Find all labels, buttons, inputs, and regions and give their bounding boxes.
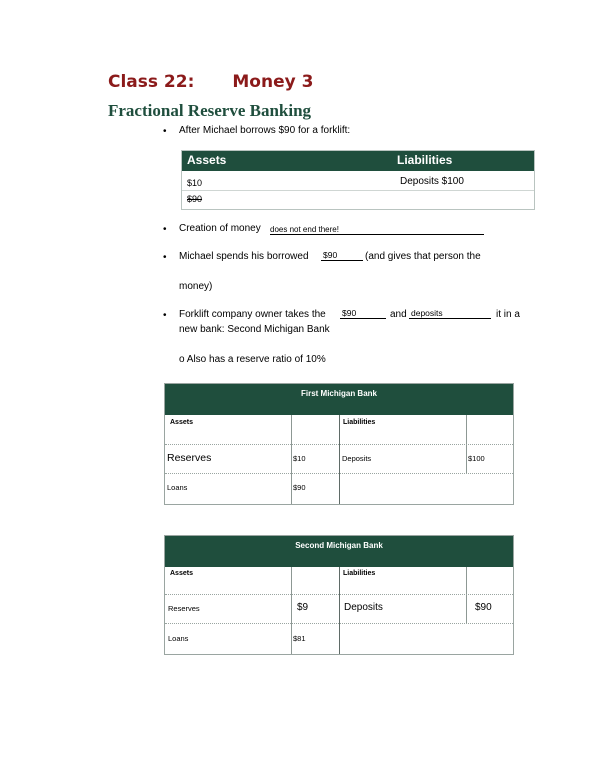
bullet-text-spends-cont: money)	[179, 281, 213, 292]
row-divider	[165, 623, 513, 624]
column-divider	[291, 415, 292, 504]
first-bank-loans-value: $90	[293, 483, 306, 492]
bullet-text-borrow: After Michael borrows $90 for a forklift:	[179, 125, 351, 136]
first-bank-reserves-label: Reserves	[167, 452, 212, 464]
bullet-marker: •	[163, 252, 167, 263]
t-account-header	[182, 151, 534, 171]
second-bank-assets-header: Assets	[170, 570, 193, 577]
t-account-table	[181, 150, 535, 210]
asset-reserves-value: $10	[187, 178, 203, 188]
first-bank-title: First Michigan Bank	[300, 389, 377, 398]
row-divider	[165, 473, 513, 474]
bullet-text-creation: Creation of money	[179, 223, 261, 234]
column-divider	[339, 567, 340, 654]
first-bank-assets-header: Assets	[170, 419, 193, 426]
second-bank-title: Second Michigan Bank	[295, 541, 383, 550]
fill-in-deposits: deposits	[409, 309, 491, 319]
fill-in-creation: does not end there!	[270, 225, 484, 235]
column-divider	[339, 415, 340, 504]
second-bank-header	[165, 536, 513, 567]
second-bank-loans-value: $81	[293, 634, 306, 643]
column-divider	[291, 567, 292, 654]
second-bank-loans-label: Loans	[168, 634, 189, 643]
first-bank-deposits-label: Deposits	[342, 454, 372, 463]
first-bank-table	[164, 383, 514, 505]
fill-in-spent-amount: $90	[321, 251, 363, 261]
row-divider	[165, 594, 513, 595]
section-heading: Fractional Reserve Banking	[108, 101, 312, 120]
first-bank-reserves-value: $10	[293, 454, 306, 463]
second-bank-deposits-label: Deposits	[344, 602, 383, 613]
title-class: Class 22:	[108, 72, 195, 92]
sub-bullet-reserve-ratio: o Also has a reserve ratio of 10%	[179, 354, 326, 365]
asset-loan-value: $90	[187, 194, 203, 204]
bullet-text-spends-suffix: (and gives that person the	[365, 251, 481, 262]
bullet-marker: •	[163, 310, 167, 321]
bullet-marker: •	[163, 224, 167, 235]
bullet-text-forklift-suffix: it in a	[496, 309, 520, 320]
first-bank-deposits-value: $100	[468, 454, 485, 463]
first-bank-loans-label: Loans	[167, 483, 188, 492]
fill-in-forklift-amount: $90	[340, 309, 386, 319]
page-title	[108, 72, 313, 92]
first-bank-liabilities-header: Liabilities	[343, 419, 376, 426]
table-row	[182, 171, 534, 191]
bullet-marker: •	[163, 126, 167, 137]
second-bank-reserves-value: $9	[297, 602, 309, 613]
bullet-text-forklift: Forklift company owner takes the	[179, 309, 326, 320]
assets-header: Assets	[187, 153, 227, 167]
second-bank-table	[164, 535, 514, 655]
column-divider	[466, 567, 467, 623]
liability-deposits: Deposits $100	[400, 176, 464, 187]
first-bank-header	[165, 384, 513, 415]
row-divider	[165, 444, 513, 445]
second-bank-reserves-label: Reserves	[168, 604, 200, 613]
liabilities-header: Liabilities	[397, 153, 453, 167]
second-bank-liabilities-header: Liabilities	[343, 570, 376, 577]
bullet-text-spends: Michael spends his borrowed	[179, 251, 309, 262]
bullet-text-forklift-cont: new bank: Second Michigan Bank	[179, 324, 330, 335]
title-topic: Money 3	[232, 72, 314, 92]
second-bank-deposits-value: $90	[475, 602, 492, 613]
bullet-text-and: and	[390, 309, 407, 320]
